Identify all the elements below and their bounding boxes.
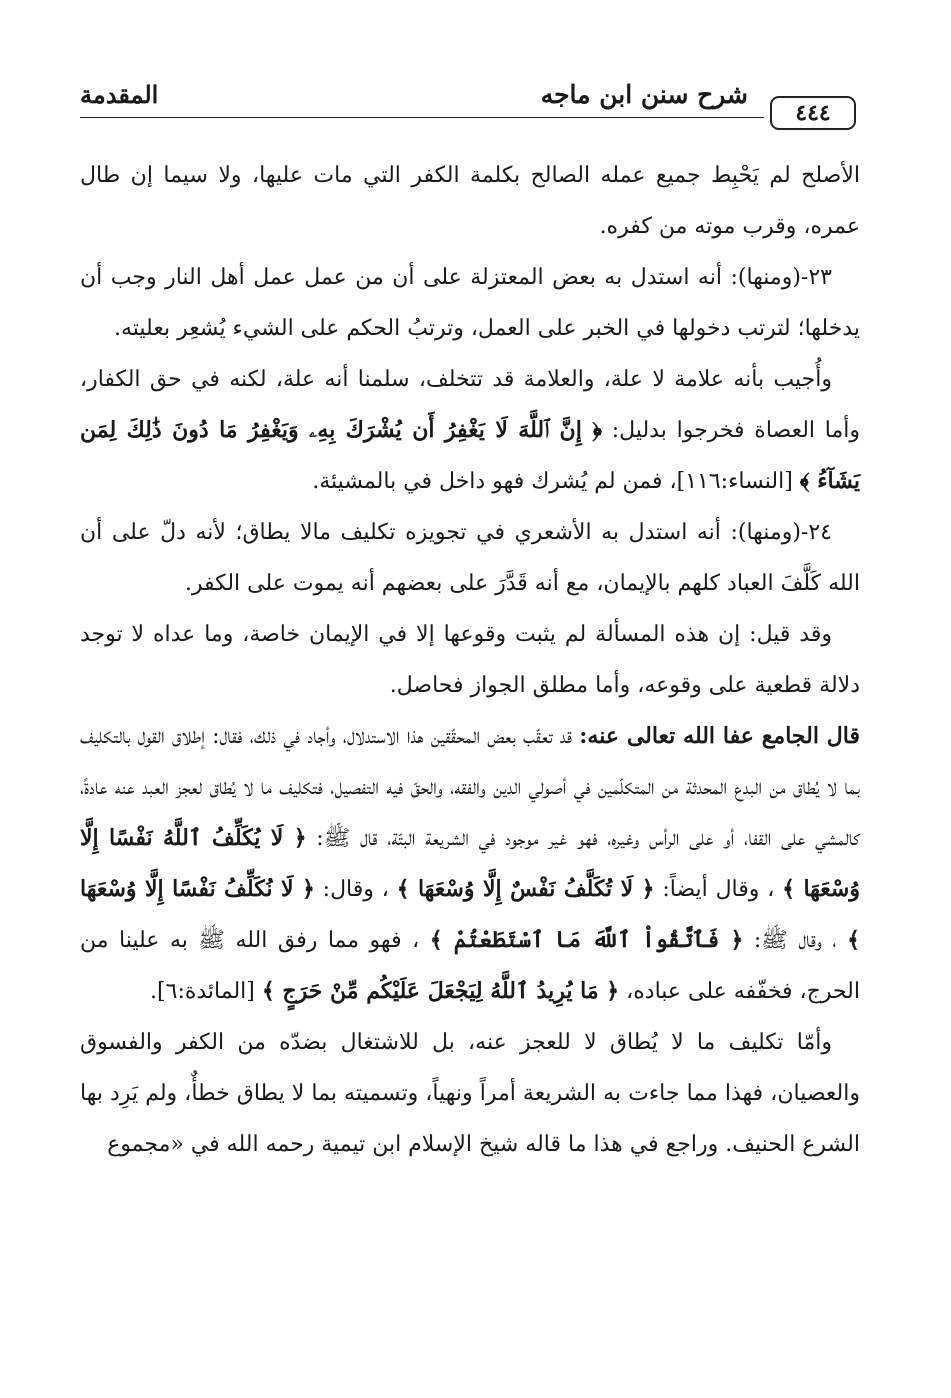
author-note-lead: قال الجامع عفا الله تعالى عنه: <box>579 723 860 749</box>
paragraph-6 <box>80 711 860 1017</box>
paragraph-1: الأصلح لم يَحْبِط جميع عمله الصالح بكلمة الكفر التي مات عليها، ولا سيما إن طال عمره، وقرب موته من كفره. <box>80 163 860 239</box>
paragraph-4: ٢٤-(ومنها): أنه استدل به الأشعري في تجويزه تكليف مالا يطاق؛ لأنه دلّ على أن الله كَلَّفَ العباد كلهم بالإيمان، مع أنه قَدَّرَ على بعضهم أنه يموت على الكفر. <box>80 520 860 596</box>
quran-verse: ﴿ مَا يُرِيدُ ٱللَّهُ لِيَجْعَلَ عَلَيْكُم مِّنْ حَرَجٍ ﴾ <box>261 978 620 1004</box>
paragraph-7: وأمّا تكليف ما لا يُطاق لا للعجز عنه، بل للاشتغال بضدّه من الكفر والفسوق والعصيان، فهذا مما جاءت به الشريعة أمراً ونهياً، وتسميته بما لا يطاق خطأٌ، ولم يَرِد بها الشرع الحنيف. وراجع في هذا ما قاله شيخ الإسلام ابن تيمية رحمه الله في «مجموع <box>80 1030 860 1157</box>
paragraph-3-text-after: [النساء:١١٦]، فمن لم يُشرك فهو داخل في بالمشيئة. <box>312 469 800 494</box>
page-header <box>80 70 860 130</box>
quran-verse: ﴿ إِنَّ ٱللَّهَ لَا يَغْفِرُ أَن يُشْرَكَ بِهِۦ وَيَغْفِرُ مَا دُونَ ذَٰلِكَ لِمَن يَشَآءُ ﴾ <box>80 417 860 494</box>
quran-verse: ﴿ لَا تُكَلَّفُ نَفْسٌ إِلَّا وُسْعَهَا ﴾ <box>396 876 655 902</box>
quran-verse: ﴿ لَا يُكَلِّفُ ٱللَّهُ نَفْسًا إِلَّا وُسْعَهَا ﴾ <box>80 825 860 902</box>
paragraph-6-text: قد تعقّب بعض المحقّقين هذا الاستدلال، وأجاد في ذلك، فقال: إطلاق القول بالتكليف بما لا يُطاق من البدع المحدثة من المتكلّمين في أصولي الدين والفقه، والحقّ فيه التفصيل، فتكليف ما لا يُطاق لعجز العبد عنه عادةً، كالمشي على القفا، أو على الرأس وغيره، فهو غير موجود في الشريعة البتّة، قال ﷺ: <box>80 724 860 851</box>
quran-verse: ﴿ لَا نُكَلِّفُ نَفْسًا إِلَّا وُسْعَهَا ﴾ <box>80 876 860 953</box>
header-rule <box>80 117 764 118</box>
paragraph-6-text: ، وقال: <box>314 877 397 902</box>
paragraph-3 <box>80 354 860 507</box>
body-text <box>80 150 860 1170</box>
paragraph-6-text: ، وقال ﷺ: <box>743 928 848 953</box>
paragraph-2: ٢٣-(ومنها): أنه استدل به بعض المعتزلة على أن من عمل عمل أهل النار وجب أن يدخلها؛ لترتب دخولها في الخبر على العمل، وترتبُ الحكم على الشيء يُشعِر بعليته. <box>80 265 860 341</box>
book-title: شرح سنن ابن ماجه <box>540 80 748 109</box>
paragraph-6-text: ، فهو مما رفق الله ﷺ به علينا من الحرج، فخفّفه على عباده، <box>80 928 860 1004</box>
chapter-title: المقدمة <box>80 80 159 109</box>
paragraph-6-text: ، وقال أيضاً: <box>654 877 783 902</box>
paragraph-3-text-before: وأُجيب بأنه علامة لا علة، والعلامة قد تتخلف، سلمنا أنه علة، لكنه في حق الكفار، وأما العصاة فخرجوا بدليل: <box>80 367 861 443</box>
quran-verse: ﴿ فَٱتَّقُواْ ٱللَّهَ مَا ٱسْتَطَعْتُمْ ﴾ <box>429 927 744 953</box>
paragraph-5: وقد قيل: إن هذه المسألة لم يثبت وقوعها إلا في الإيمان خاصة، وما عداه لا توجد دلالة قطعية على وقوعه، وأما مطلق الجواز فحاصل. <box>80 622 860 698</box>
paragraph-6-text: [المائدة:٦]. <box>150 979 262 1004</box>
page-number: ٤٤٤ <box>770 96 856 130</box>
